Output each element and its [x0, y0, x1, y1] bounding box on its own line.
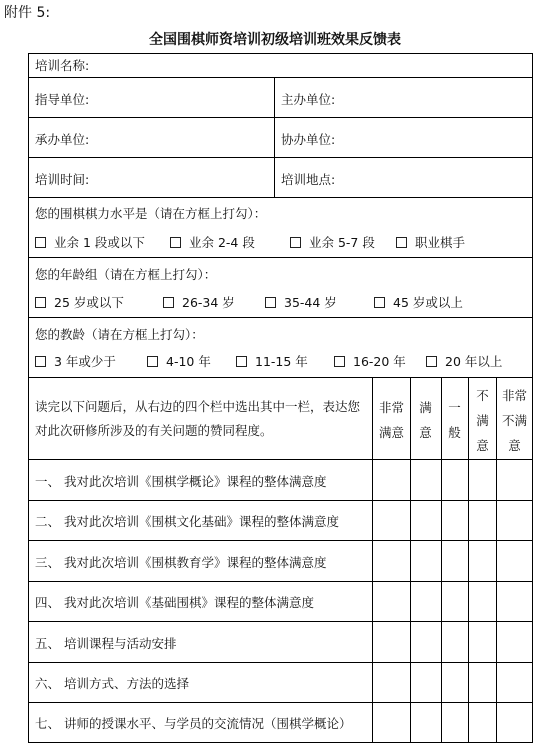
- checkbox-icon[interactable]: [290, 237, 301, 248]
- column-header-dissatisfied: 不 满 意: [476, 388, 489, 453]
- checkbox-icon[interactable]: [374, 297, 385, 308]
- question-row: 六、 培训方式、方法的选择: [35, 676, 189, 691]
- age-option[interactable]: 35-44 岁: [265, 295, 337, 311]
- host-unit-field[interactable]: 主办单位:: [281, 92, 336, 107]
- column-header-neutral: 一 般: [448, 400, 461, 440]
- checkbox-icon[interactable]: [334, 356, 345, 367]
- level-option[interactable]: 业余 2-4 段: [170, 235, 255, 251]
- checkbox-icon[interactable]: [236, 356, 247, 367]
- guide-unit-field[interactable]: 指导单位:: [35, 92, 90, 107]
- checkbox-icon[interactable]: [170, 237, 181, 248]
- checkbox-icon[interactable]: [396, 237, 407, 248]
- teaching-option[interactable]: 16-20 年: [334, 354, 406, 370]
- level-option[interactable]: 业余 5-7 段: [290, 235, 375, 251]
- checkbox-icon[interactable]: [147, 356, 158, 367]
- checkbox-icon[interactable]: [426, 356, 437, 367]
- attachment-label: 附件 5:: [4, 5, 51, 21]
- question-row: 一、 我对此次培训《围棋学概论》课程的整体满意度: [35, 474, 327, 489]
- checkbox-icon[interactable]: [35, 297, 46, 308]
- age-question: 您的年龄组（请在方框上打勾）：: [35, 267, 217, 282]
- question-row: 七、 讲师的授课水平、与学员的交流情况（围棋学概论）: [35, 716, 352, 731]
- training-place-field[interactable]: 培训地点:: [281, 172, 336, 187]
- rating-instruction: 读完以下问题后，从右边的四个栏中选出其中一栏，表达您对此次研修所涉及的有关问题的赞同程度。: [35, 399, 361, 438]
- question-row: 五、 培训课程与活动安排: [35, 636, 177, 651]
- co-unit-field[interactable]: 协办单位:: [281, 132, 336, 147]
- age-option[interactable]: 45 岁或以上: [374, 295, 463, 311]
- level-option[interactable]: 职业棋手: [396, 235, 465, 251]
- column-header-satisfied: 满 意: [419, 400, 432, 440]
- undertake-unit-field[interactable]: 承办单位:: [35, 132, 90, 147]
- feedback-form-table: [28, 53, 533, 743]
- training-time-field[interactable]: 培训时间:: [35, 172, 90, 187]
- checkbox-icon[interactable]: [265, 297, 276, 308]
- checkbox-icon[interactable]: [35, 237, 46, 248]
- question-row: 二、 我对此次培训《围棋文化基础》课程的整体满意度: [35, 514, 339, 529]
- teaching-option[interactable]: 20 年以上: [426, 354, 502, 370]
- level-question: 您的围棋棋力水平是（请在方框上打勾）：: [35, 206, 267, 221]
- teaching-question: 您的教龄（请在方框上打勾）：: [35, 327, 204, 342]
- column-header-very-satisfied: 非常 满意: [378, 400, 404, 440]
- teaching-option[interactable]: 11-15 年: [236, 354, 308, 370]
- level-option[interactable]: 业余 1 段或以下: [35, 235, 145, 251]
- column-header-very-dissatisfied: 非常 不满 意: [501, 388, 527, 453]
- checkbox-icon[interactable]: [35, 356, 46, 367]
- age-option[interactable]: 25 岁或以下: [35, 295, 124, 311]
- teaching-option[interactable]: 4-10 年: [147, 354, 211, 370]
- training-name-field[interactable]: 培训名称:: [35, 58, 90, 73]
- question-row: 三、 我对此次培训《围棋教育学》课程的整体满意度: [35, 555, 327, 570]
- form-title: 全国围棋师资培训初级培训班效果反馈表: [149, 32, 401, 48]
- age-option[interactable]: 26-34 岁: [163, 295, 235, 311]
- teaching-option[interactable]: 3 年或少于: [35, 354, 116, 370]
- question-row: 四、 我对此次培训《基础围棋》课程的整体满意度: [35, 595, 314, 610]
- checkbox-icon[interactable]: [163, 297, 174, 308]
